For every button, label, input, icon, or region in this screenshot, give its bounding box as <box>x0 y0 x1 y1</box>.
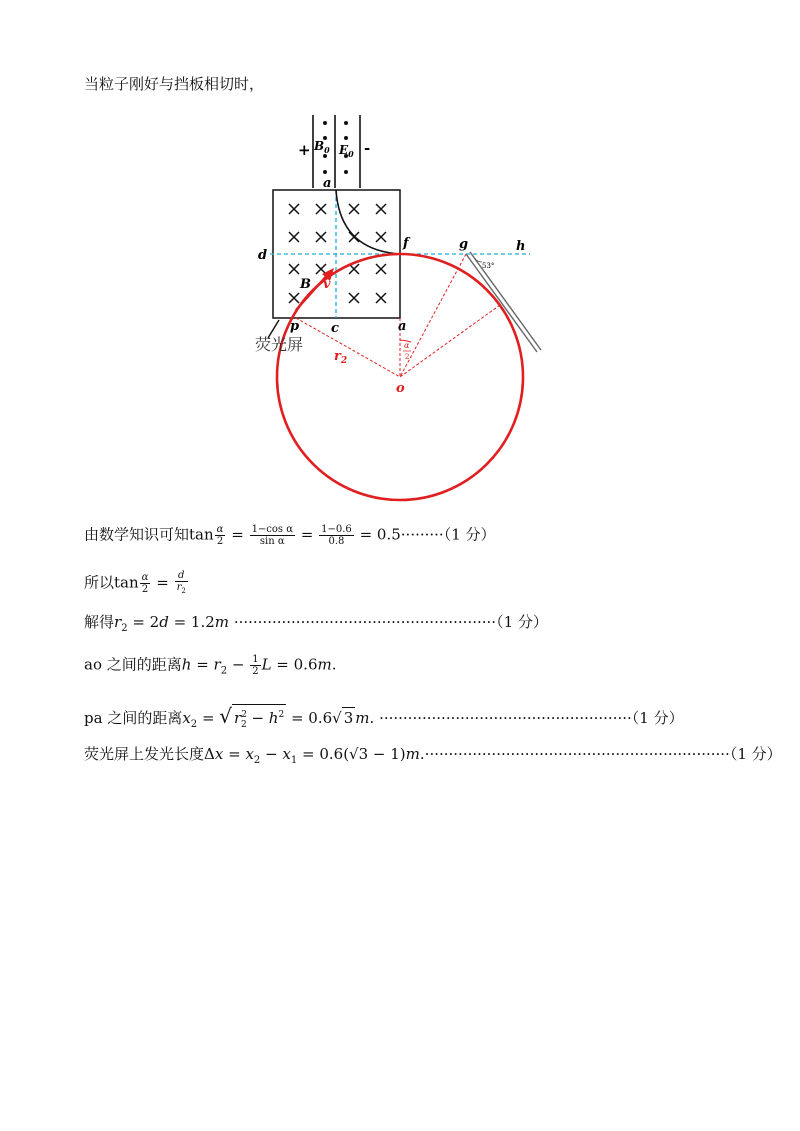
score-2: （1 分） <box>496 613 548 631</box>
equation-ao-distance: ao 之间的距离$h = r_2$ − $\frac{1}{2}$ L = 0.6m. <box>84 654 337 677</box>
physics-diagram <box>240 110 550 505</box>
alpha-half-den: 2 <box>405 353 410 361</box>
score-3: （1 分） <box>631 709 684 727</box>
plate-line-2 <box>470 252 541 350</box>
a-bottom-label: a <box>398 319 407 334</box>
r2-label: $r_2$ <box>334 349 348 366</box>
h-label: h <box>516 239 526 254</box>
p-label: p <box>290 319 300 334</box>
e0-label: $E_0$ <box>339 143 354 159</box>
equation-so-tan: 所以tan $\frac{\alpha}{2}$ = $\frac{d}{r_2}$ <box>84 570 186 595</box>
c-label: c <box>331 321 339 336</box>
plate-line-1 <box>466 254 537 352</box>
plus-label: + <box>298 141 311 159</box>
equation-tan-half-alpha: 由数学知识可知tan $\frac{\alpha}{2}$ = $\frac{\text{1−cos α}}{\text{sin α}}$ = $\frac{1-0.6}{0.8}$ = 0.5·········（1 分） <box>84 524 496 547</box>
equation-glow-length: 荧光屏上发光长度$\Delta x = x_2 - x_1 = 0.6(√3 - 1)m.\cdot\cdot\cdot\cdot\cdot\cdot\cdot\cdot\cdot\cdot\cdot\cdot\cdot\cdot\cdot\cdot\cdot\cdot\cdot\cdot\cdot\cdot\cdot\cdot\cdot\cdot\cdot\cdot\cdot\cdot\cdot\cdot\cdot\cdot\cdot\cdot\cdot\cdot\cdot\cdot\cdot\cdot\cdot\cdot\cdot\cdot\cdot\cdot\cdot\cdot\cdot\cdot\cdot\cdot\cdot\cdot\cdot\cdot\cdot\cdot\cdot\cdot\cdot\cdot(1$ 分） <box>84 745 782 766</box>
line1-prefix: 由数学知识可知 <box>84 525 190 544</box>
screen-label: 荧光屏 <box>255 335 304 354</box>
a-top-label: a <box>323 176 332 191</box>
equation-pa-distance: pa 之间的距离$x_2$ = √ $r^2_2 - h^2 = 0.6√$ 3 m. ·····················································（1 分） <box>84 704 684 735</box>
score-1: （1 分） <box>443 525 496 544</box>
black-trajectory <box>336 190 400 254</box>
score-4: （1 分） <box>729 745 782 763</box>
angle-53-label: 53° <box>482 262 495 270</box>
v-label: v <box>323 277 331 292</box>
d-label: d <box>258 248 268 263</box>
o-label: o <box>396 381 405 396</box>
intro-text: 当粒子刚好与挡板相切时， <box>84 75 265 93</box>
g-label: g <box>459 237 469 252</box>
equation-solve-r2: 解得$r_2 = 2d = 1.2m \cdot\cdot\cdot\cdot\cdot\cdot\cdot\cdot\cdot\cdot\cdot\cdot\cdot\cdot\cdot\cdot\cdot\cdot\cdot\cdot\cdot\cdot\cdot\cdot\cdot\cdot\cdot\cdot\cdot\cdot\cdot\cdot\cdot\cdot\cdot\cdot\cdot\cdot\cdot\cdot\cdot\cdot\cdot\cdot\cdot\cdot\cdot\cdot\cdot\cdot\cdot\cdot\cdot\cdot\cdot(1$ 分） <box>84 613 548 634</box>
alpha-half-num: α <box>404 341 410 350</box>
b0-label: $B_0$ <box>314 139 330 155</box>
minus-label: - <box>364 139 371 157</box>
f-label: f <box>403 236 409 251</box>
b-label: B <box>300 277 311 292</box>
